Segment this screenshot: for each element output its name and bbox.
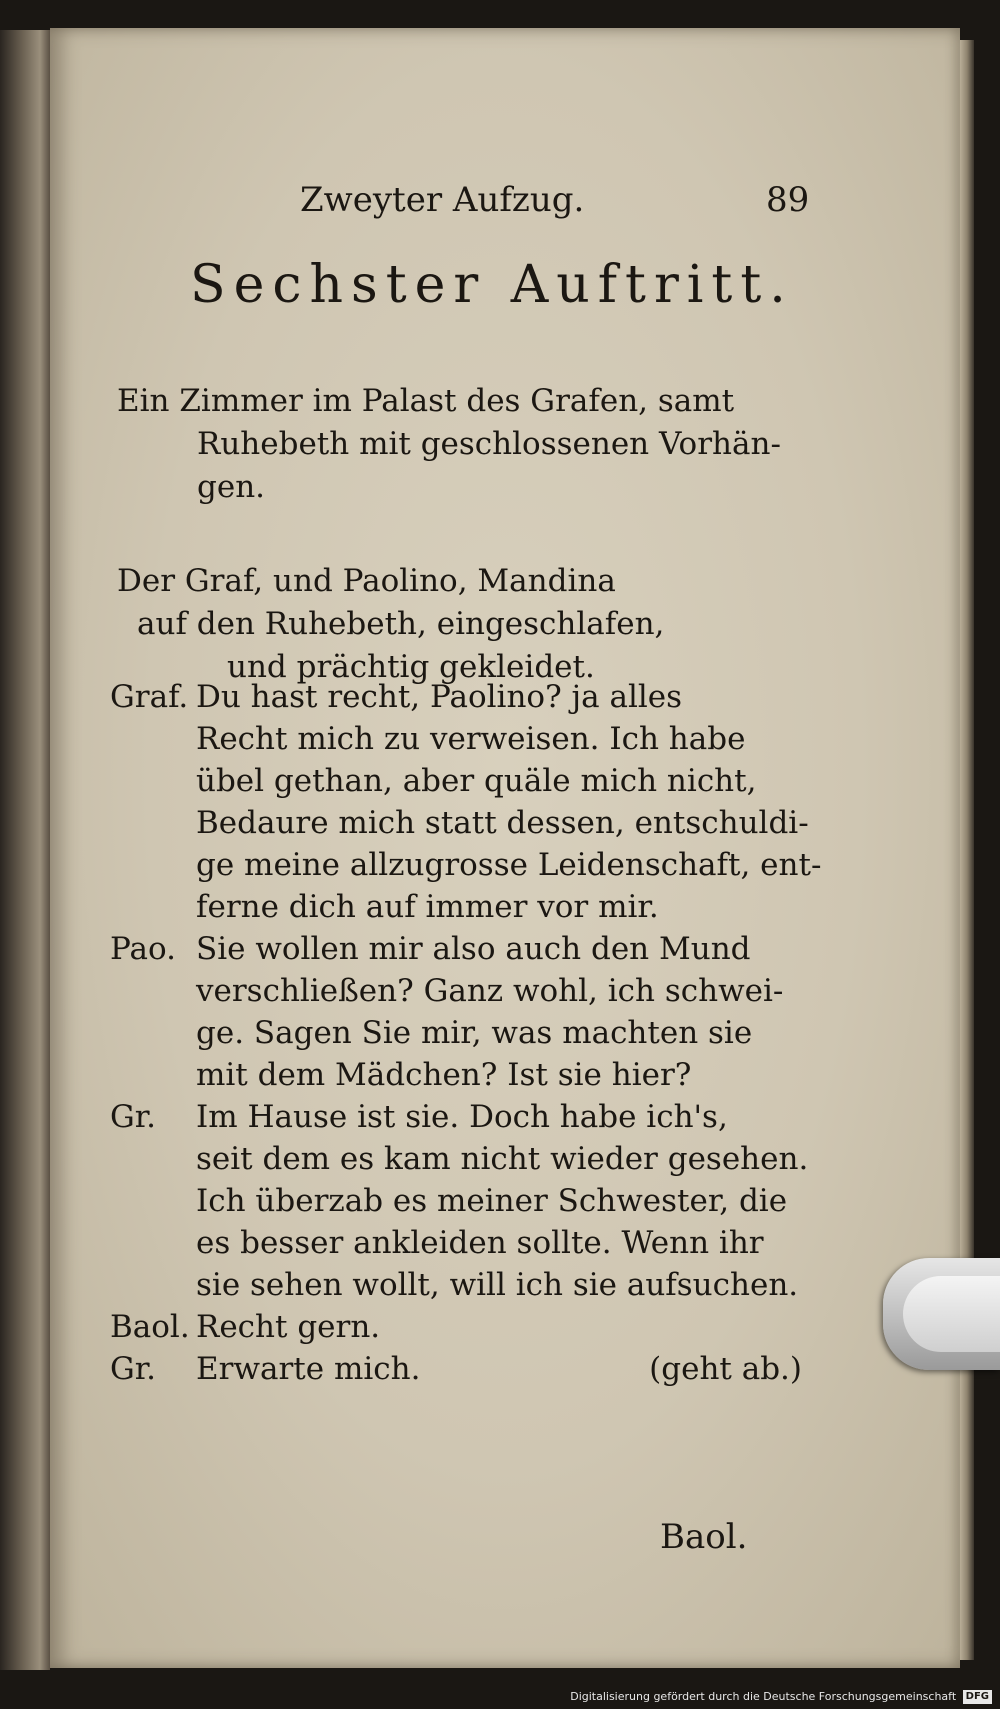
speech-line: Recht mich zu verweisen. Ich habe — [196, 721, 746, 757]
speech-graf — [110, 676, 820, 928]
speech-graf-2 — [110, 1096, 820, 1306]
catchword: Baol. — [660, 1517, 748, 1557]
page-stack-edge — [960, 40, 974, 1660]
speech-line: Erwarte mich. — [196, 1351, 421, 1387]
speaker-label: Graf. — [110, 679, 189, 715]
footer-text: Digitalisierung gefördert durch die Deutsche Forschungsgemeinschaft — [570, 1690, 957, 1703]
speech-line: ge. Sagen Sie mir, was machten sie — [196, 1015, 753, 1051]
page-clip-inner — [903, 1276, 1000, 1352]
stage-direction: (geht ab.) — [649, 1351, 802, 1387]
speech-line: es besser ankleiden sollte. Wenn ihr — [196, 1225, 764, 1261]
scene-title: Sechster Auftritt. — [190, 255, 794, 315]
speech-line: Bedaure mich statt dessen, entschuldi- — [196, 805, 809, 841]
speaker-label: Baol. — [110, 1309, 190, 1345]
page-number: 89 — [766, 180, 810, 220]
speech-line: seit dem es kam nicht wieder gesehen. — [196, 1141, 809, 1177]
scene-description-line: Ein Zimmer im Palast des Grafen, samt — [117, 383, 735, 419]
scene-description — [117, 380, 817, 509]
left-page-edge — [0, 30, 50, 1670]
speech-line: Sie wollen mir also auch den Mund — [196, 931, 751, 967]
scene-description-line: gen. — [197, 469, 266, 505]
characters-line: Der Graf, und Paolino, Mandina — [117, 563, 616, 599]
speaker-label: Pao. — [110, 931, 176, 967]
speech-baolino — [110, 1306, 820, 1348]
speech-line: sie sehen wollt, will ich sie aufsuchen. — [196, 1267, 799, 1303]
speech-line: Du hast recht, Paolino? ja alles — [196, 679, 683, 715]
scene-description-line: Ruhebeth mit geschlossenen Vorhän- — [197, 426, 781, 462]
speech-line: übel gethan, aber quäle mich nicht, — [196, 763, 757, 799]
characters-on-stage — [117, 560, 817, 689]
speaker-label: Gr. — [110, 1351, 157, 1387]
characters-line: auf den Ruhebeth, eingeschlafen, — [137, 606, 665, 642]
speech-line: Recht gern. — [196, 1309, 381, 1345]
characters-line: und prächtig gekleidet. — [227, 649, 595, 685]
dfg-logo: DFG — [963, 1690, 992, 1704]
speech-paolino — [110, 928, 820, 1096]
running-title: Zweyter Aufzug. — [300, 180, 585, 220]
speech-line: mit dem Mädchen? Ist sie hier? — [196, 1057, 692, 1093]
page-clip — [883, 1258, 1000, 1370]
speech-line: ferne dich auf immer vor mir. — [196, 889, 659, 925]
digitization-footer — [570, 1687, 992, 1707]
speech-line: ge meine allzugrosse Leidenschaft, ent- — [196, 847, 822, 883]
speech-line: Im Hause ist sie. Doch habe ich's, — [196, 1099, 728, 1135]
speech-line: verschließen? Ganz wohl, ich schwei- — [196, 973, 784, 1009]
speaker-label: Gr. — [110, 1099, 157, 1135]
speech-line: Ich überzab es meiner Schwester, die — [196, 1183, 788, 1219]
speech-graf-3 — [110, 1348, 820, 1390]
